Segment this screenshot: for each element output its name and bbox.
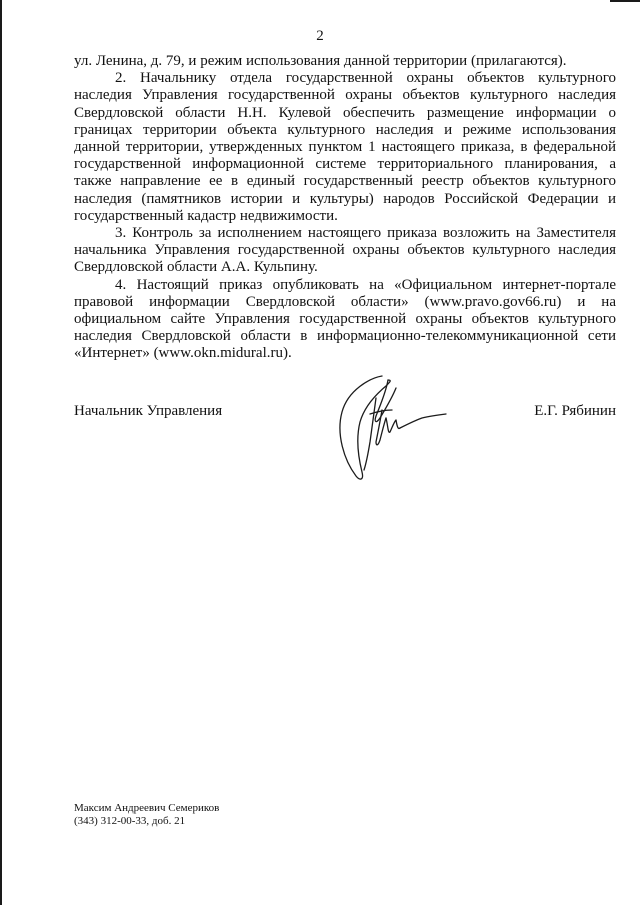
- paragraph-item-2: 2. Начальнику отдела государственной охраны объектов культурного наследия Управления государственной охраны объектов культурного наследия Свердловской области Н.Н. Кулевой обеспечить размещение информации о границах территории объекта культурного наследия и режиме использования данной территории, утвержденных пунктом 1 настоящего приказа, в федеральной государственной информационной системе территориального планирования, а также направление ее в единый государственный реестр объектов культурного наследия (памятников истории и культуры) народов Российской Федерации и государственный кадастр недвижимости.: [74, 70, 616, 224]
- paragraph-item-3: 3. Контроль за исполнением настоящего приказа возложить на Заместителя начальника Управления государственной охраны объектов культурного наследия Свердловской области А.А. Кульпину.: [74, 225, 616, 276]
- signatory-title: Начальник Управления: [74, 403, 223, 419]
- executor-name: Максим Андреевич Семериков: [74, 802, 220, 814]
- signatory-name: Е.Г. Рябинин: [534, 403, 616, 419]
- document-body: [74, 53, 616, 363]
- handwritten-signature-icon: [330, 368, 460, 488]
- scan-edge-left: [0, 0, 2, 905]
- paragraph-continuation: ул. Ленина, д. 79, и режим использования данной территории (прилагаются).: [74, 53, 567, 69]
- paragraph-item-4: 4. Настоящий приказ опубликовать на «Официальном интернет-портале правовой информации Свердловской области» (www.pravo.gov66.ru) и на официальном сайте Управления государственной охраны объектов культурного наследия Свердловской области в информационно-телекоммуникационной сети «Интернет» (www.okn.midural.ru).: [74, 276, 616, 362]
- executor-contact: [74, 802, 219, 828]
- scan-edge-top: [610, 0, 640, 2]
- executor-phone: (343) 312-00-33, доб. 21: [74, 815, 186, 827]
- page-number: 2: [316, 28, 324, 44]
